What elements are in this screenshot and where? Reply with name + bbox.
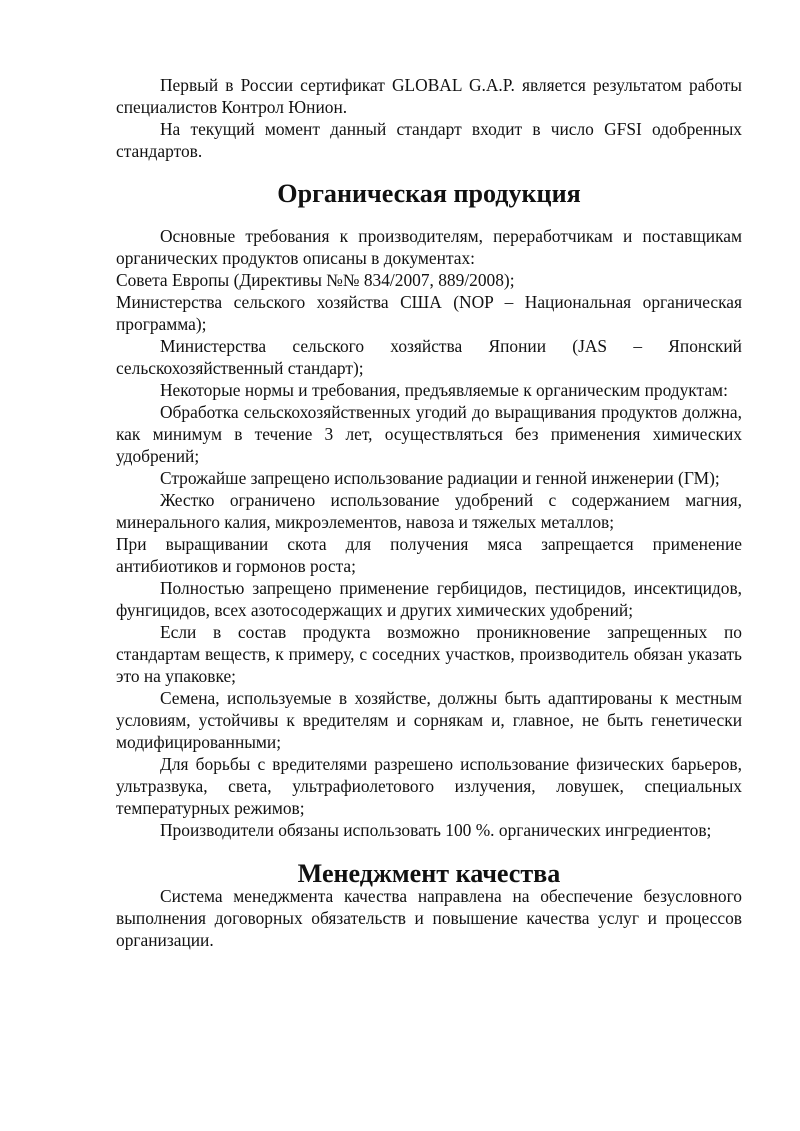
- organic-heading: Органическая продукция: [277, 179, 581, 208]
- document-page: [116, 74, 742, 951]
- organic-paragraph-14: Производители обязаны использовать 100 %. органических ингредиентов;: [160, 820, 712, 840]
- organic-paragraph-10: Полностью запрещено применение гербицидов, пестицидов, инсектицидов, фунгицидов, всех азотосодержащих и других химических удобрений;: [116, 578, 742, 620]
- intro-paragraph-2: На текущий момент данный стандарт входит в число GFSI одобренных стандартов.: [116, 119, 742, 161]
- organic-paragraph-1: Основные требования к производителям, переработчикам и поставщикам органических продуктов описаны в документах:: [116, 226, 742, 268]
- organic-paragraph-7: Строжайше запрещено использование радиации и генной инженерии (ГМ);: [160, 468, 720, 488]
- organic-paragraph-2: Совета Европы (Директивы №№ 834/2007, 889/2008);: [116, 270, 515, 290]
- organic-paragraph-3: Министерства сельского хозяйства США (NOP – Национальная органическая программа);: [116, 292, 742, 334]
- organic-paragraph-4: Министерства сельского хозяйства Японии (JAS – Японский сельскохозяйственный стандарт);: [116, 336, 742, 378]
- organic-paragraph-5: Некоторые нормы и требования, предъявляемые к органическим продуктам:: [160, 380, 728, 400]
- organic-paragraph-12: Семена, используемые в хозяйстве, должны быть адаптированы к местным условиям, устойчивы к вредителям и сорнякам и, главное, не быть генетически модифицированными;: [116, 688, 742, 752]
- organic-paragraph-9: При выращивании скота для получения мяса запрещается применение антибиотиков и гормонов роста;: [116, 534, 742, 576]
- organic-paragraph-6: Обработка сельскохозяйственных угодий до выращивания продуктов должна, как минимум в течение 3 лет, осуществляться без применения химических удобрений;: [116, 402, 742, 466]
- organic-paragraph-11: Если в состав продукта возможно проникновение запрещенных по стандартам веществ, к примеру, с соседних участков, производитель обязан указать это на упаковке;: [116, 622, 742, 686]
- quality-heading: Менеджмент качества: [297, 859, 561, 888]
- organic-paragraph-13: Для борьбы с вредителями разрешено использование физических барьеров, ультразвука, света, ультрафиолетового излучения, ловушек, специальных температурных режимов;: [116, 754, 742, 818]
- intro-paragraph-1: Первый в России сертификат GLOBAL G.A.P. является результатом работы специалистов Контрол Юнион.: [116, 75, 742, 117]
- quality-paragraph-1: Система менеджмента качества направлена на обеспечение безусловного выполнения договорных обязательств и повышение качества услуг и процессов организации.: [116, 886, 742, 950]
- organic-paragraph-8: Жестко ограничено использование удобрений с содержанием магния, минерального калия, микроэлементов, навоза и тяжелых металлов;: [116, 490, 742, 532]
